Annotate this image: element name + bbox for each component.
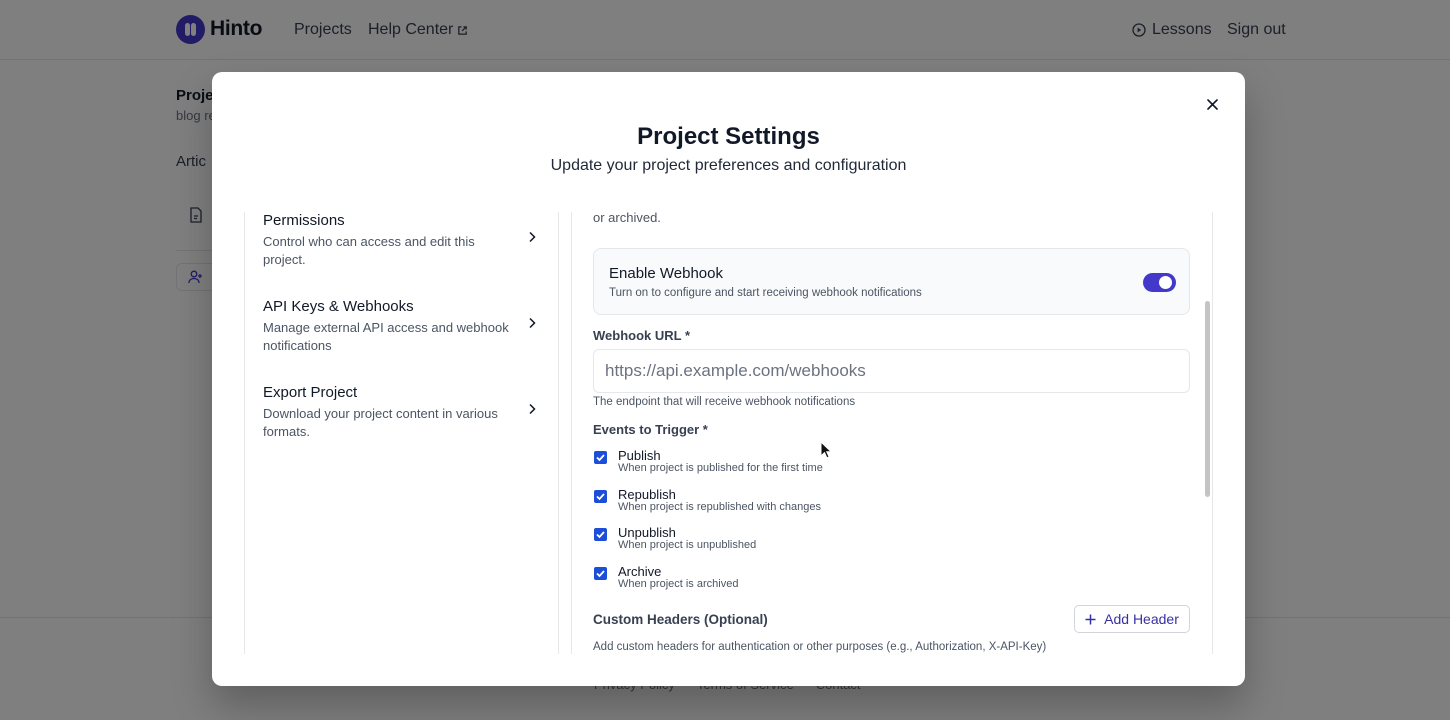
sidebar-item-permissions[interactable] [263, 212, 548, 269]
sidebar-item-title: API Keys & Webhooks [263, 298, 414, 315]
chevron-right-icon [528, 317, 536, 329]
mouse-pointer-icon [820, 441, 832, 459]
webhook-settings-panel[interactable] [571, 212, 1213, 654]
modal-subtitle: Update your project preferences and configuration [550, 157, 907, 174]
sidebar-item-description: Download your project content in various formats. [263, 406, 498, 439]
event-name: Unpublish [618, 525, 676, 540]
custom-headers-helper: Add custom headers for authentication or other purposes (e.g., Authorization, X-API-Key) [593, 641, 1047, 653]
enable-webhook-card [593, 248, 1190, 315]
archive-checkbox[interactable] [594, 567, 607, 580]
add-header-label: Add Header [1104, 611, 1179, 627]
check-icon [595, 529, 606, 540]
chevron-right-icon [528, 403, 536, 415]
webhook-url-helper: The endpoint that will receive webhook notifications [593, 396, 856, 408]
section-description: or archived. [593, 212, 661, 225]
scrollbar-thumb[interactable] [1205, 301, 1210, 497]
webhook-url-input[interactable] [593, 349, 1190, 393]
add-header-button[interactable] [1074, 605, 1190, 633]
unpublish-checkbox[interactable] [594, 528, 607, 541]
check-icon [595, 568, 606, 579]
sidebar-item-title: Export Project [263, 384, 358, 401]
enable-webhook-title: Enable Webhook [609, 265, 723, 282]
check-icon [595, 491, 606, 502]
sidebar-item-api-keys-webhooks[interactable] [263, 298, 548, 355]
sidebar-item-title: Permissions [263, 212, 345, 229]
event-description: When project is republished with changes [618, 501, 822, 513]
event-name: Republish [618, 487, 676, 502]
event-description: When project is archived [618, 578, 739, 590]
event-name: Archive [618, 564, 662, 579]
events-label: Events to Trigger * [593, 422, 708, 437]
project-settings-modal [212, 72, 1245, 686]
enable-webhook-toggle[interactable] [1143, 273, 1176, 292]
settings-sidebar [244, 212, 559, 654]
chevron-right-icon [528, 231, 536, 243]
republish-checkbox[interactable] [594, 490, 607, 503]
enable-webhook-description: Turn on to configure and start receiving webhook notifications [609, 287, 922, 299]
settings-body [244, 212, 1213, 654]
modal-title: Project Settings [637, 123, 820, 150]
close-icon [1207, 99, 1218, 110]
sidebar-item-description: Control who can access and edit this project. [263, 234, 475, 267]
sidebar-item-description: Manage external API access and webhook notifications [263, 320, 509, 353]
webhook-url-label: Webhook URL * [593, 328, 691, 343]
event-description: When project is published for the first time [618, 462, 823, 474]
plus-icon [1085, 614, 1096, 625]
sidebar-item-export-project[interactable] [263, 384, 548, 441]
event-description: When project is unpublished [618, 539, 757, 551]
toggle-knob [1159, 276, 1172, 289]
close-button[interactable] [1202, 94, 1222, 114]
publish-checkbox[interactable] [594, 451, 607, 464]
custom-headers-label: Custom Headers (Optional) [593, 612, 768, 627]
event-name: Publish [618, 448, 661, 463]
check-icon [595, 452, 606, 463]
